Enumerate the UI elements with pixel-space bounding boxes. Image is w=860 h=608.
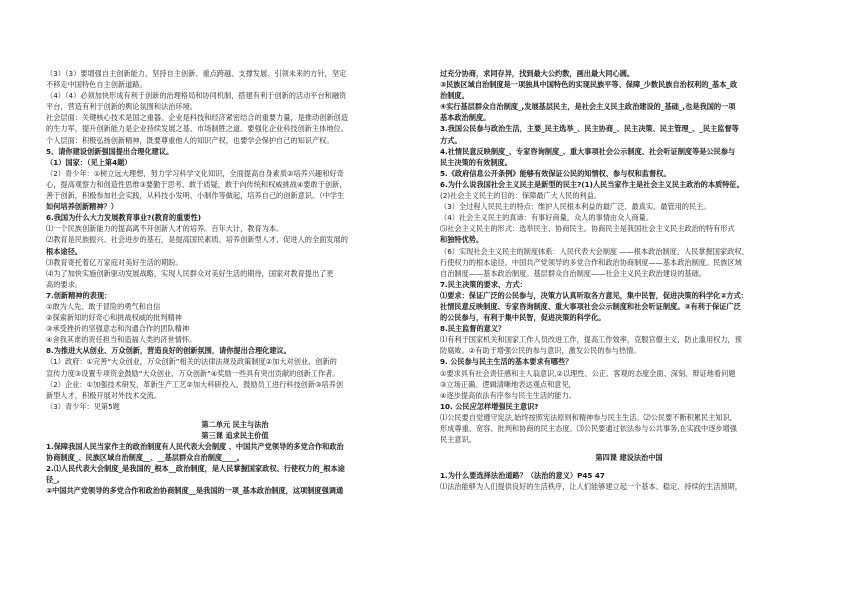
text-line: （2）青少年：①树立远大理想，努力学习科学文化知识，全面提高自身素质②培养兴趣和好奇 xyxy=(46,168,344,178)
section-heading: 第二单元 民主与法治 xyxy=(201,419,269,429)
text-line: ③民族区域自治制度是一项独具中国特色的实现民族平等、保障_少数民族自治权利的_基本_政 xyxy=(440,80,738,90)
text-line: （4）社会主义民主的真谛：有事好商量，众人的事情由众人商量。 xyxy=(440,213,654,223)
text-line: 8.民主监督的意义？ xyxy=(440,324,506,334)
text-line: ③承受挫折的坚强意志和沟通合作的团队精神 xyxy=(46,324,190,334)
section-heading: 第四课 建设法治中国 xyxy=(595,453,663,463)
text-line: ②中国共产党领导的多党合作和政治协商制度__是我国的一项_基本政治制度，这项制度强调通 xyxy=(46,486,344,496)
text-line: 10. 公民应怎样增强民主意识? xyxy=(440,401,539,411)
text-line: 善于创新，积极参加社会实践，从科技小发明、小制作等做起，培养自己的创新意识。（中学生 xyxy=(46,191,345,201)
text-line: ⑴法治能够为人们提供良好的生活秩序，让人们能够建立起一个基本、稳定、持续的生活预期， xyxy=(440,482,742,492)
spacer xyxy=(440,463,818,470)
text-line: ④舍我其谁的责任担当和造福人类的济世情怀。 xyxy=(46,335,197,345)
right-column xyxy=(440,68,818,492)
text-line: 个人层面：积极弘扬创新精神，既要尊重他人的知识产权，也要学会保护自己的知识产权。 xyxy=(46,135,334,145)
text-line: ②探索新知的好奇心和挑战权威的批判精神 xyxy=(46,313,182,323)
text-line: 如何培养创新精神？） xyxy=(46,202,118,212)
text-line: 行使权力的根本途径。中国共产党领导的多党合作和政治协商制度——基本政治制度。民族区域 xyxy=(440,257,742,267)
text-line: ⑴一个民族创新能力的提高离不开创新人才的培养。百年大计，教育为本。 xyxy=(46,224,284,234)
text-line: ⑴有利于国家机关和国家工作人员改进工作，提高工作效率，克服官僚主义，防止滥用权力，预 xyxy=(440,335,742,345)
text-line: 1.为什么要选择法治道路？（法治的意义）P45 47 xyxy=(440,471,605,481)
text-line: 宣传力度③设置专项资金鼓励“大众创业、万众创新”④奖励一些具有突出贡献的创新工作者。 xyxy=(46,368,340,378)
text-line: 8.为推进大从创业、万众创新，营造良好的创新氛围，请你提出合理化建议。 xyxy=(46,346,291,356)
text-line: （1）国家：（见上第4题） xyxy=(46,157,132,167)
text-line: 6.我国为什么大力发展教育事业?(教育的重要性) xyxy=(46,213,202,223)
text-line: 民主决策的有效制度。 xyxy=(440,157,512,167)
text-line: （6）实现社会主义民主的制度体系：人民代表大会制度 ——根本政治制度，人民掌握国家政权、 xyxy=(440,246,749,256)
spacer xyxy=(440,445,818,452)
text-line: 高的要求。 xyxy=(46,279,82,289)
text-line: ③立场正确、逻辑清晰地表达观点和意见, xyxy=(440,379,571,389)
text-line: ⑶教育寄托着亿万家庭对美好生活的期盼。 xyxy=(46,257,183,267)
text-line: 防腐败。②有助于增强公民的参与意识，激发公民的参与热情。 xyxy=(440,346,641,356)
text-line: 治制度。 xyxy=(440,91,469,101)
text-line: （2）企业：①加强技术研发，革新生产工艺②加大科研投入，鼓励员工进行科技创新③培养创 xyxy=(46,379,344,389)
text-line: 2.⑴人民代表大会制度_是我国的_根本__政治制度，是人民掌握国家政权、行使权力的_根本途 xyxy=(46,464,345,474)
text-line: 社会层面：关键核心技术是国之重器。企业是科技和经济紧密结合的重要力量，是推动创新创造 xyxy=(46,113,348,123)
section-heading: 第三课 追求民主价值 xyxy=(201,431,269,440)
text-line: 心，提高观察力和创造性思维③要勤于思考、敢于质疑，敢于向传统和权威挑战④要敢于创新， xyxy=(46,179,347,189)
text-line: 不移走中国特色自主创新道路。 xyxy=(46,80,147,90)
text-line: （3）青少年：见第5题 xyxy=(46,401,120,411)
text-line: ①敢为人先、敢于冒险的勇气和自信 xyxy=(46,301,161,311)
text-line: 3.我国公民参与政治生活，主要_民主选举_、民主协商_、民主决策、民主管理_、_民主监督等 xyxy=(440,124,739,134)
text-line: （3）（3）要增强自主创新能力，坚持自主创新、重点跨越、支撑发展、引领未来的方针，坚定 xyxy=(46,69,347,78)
text-line: （3）全过程人民民主的特点：维护人民根本利益的最广泛、最真实、最管用的民主。 xyxy=(440,202,711,212)
text-line: （4）（4）必须加快形成有利于创新的治理格局和协同机制，搭建有利于创新的活动平台和融资 xyxy=(46,91,347,101)
text-line: 平台，营造有利于创新的舆论氛围和法治环境。 xyxy=(46,102,197,112)
text-line: 4.社情民意反映制度_、专家咨询制度_、重大事项社会公示制度、社会听证制度等是公民参与 xyxy=(440,146,736,156)
text-line: ⑸社会主义民主的形式：选举民主、协商民主。协商民主是我国社会主义民主政治的特有形式 xyxy=(440,224,735,234)
text-line: 社情民意反映制度、专家咨询制度、重大事项社会公示制度和社会听证制度。③有利于保证广泛 xyxy=(440,301,741,311)
text-line: ⑷为了加快实施创新驱动发展战略，实现人民群众对美好生活的期待，国家对教育提出了更 xyxy=(46,268,334,278)
text-line: 和独特优势。 xyxy=(440,235,484,245)
text-line: 的生力军，提升创新能力是企业持续发展之基、市场制胜之道。要强化企业科技创新主体地位。 xyxy=(46,124,348,134)
text-line: ⑴要求：保证广泛的公民参与，决策方认真听取各方意见，集中民智，促进决策的科学化②方式： xyxy=(440,290,748,300)
text-line: 5、请你建设创新强国提出合理化建议。 xyxy=(46,146,174,156)
text-line: ⑵教育是民族振兴、社会进步的基石，是提高国民素质、培养创新型人才、促进人的全面发展的 xyxy=(46,235,348,245)
text-line: 径_。 xyxy=(46,475,64,485)
text-line: ④逐步提高依法有序参与民主生活的能力。 xyxy=(440,390,576,400)
text-line: 协商制度_、民族区域自治制度__、__基层群众自治制度____。 xyxy=(46,453,244,463)
text-line: 5.《政府信息公开条例》能够有效保证公民的知情权、参与权和监督权。 xyxy=(440,168,671,178)
text-line: 过充分协商，求同存异，找到最大公约数，画出最大同心圆。 xyxy=(440,69,635,78)
left-column xyxy=(46,68,424,497)
text-line: 根本途径。 xyxy=(46,246,82,256)
text-line: 9. 公民参与民主生活的基本要求有哪些？ xyxy=(440,357,573,367)
text-line: 自治制度——基本政治制度。基层群众自治制度——社会主义民主政治建设的基础。 xyxy=(440,268,706,278)
text-line: 7.创新精神的表现： xyxy=(46,290,112,300)
text-line: ④实行基层群众自治制度_,发展基层民主，是社会主义民主政治建设的_基础_,也是我国的一项 xyxy=(440,102,736,112)
spacer xyxy=(46,412,424,419)
text-line: ⑴公民要自觉遵守宪法,始终按照宪法原则和精神参与民主生活。⑵公民要不断积累民主知识, xyxy=(440,412,733,422)
text-line: 形成尊重、宽容、批判和协商的民主态度。⑶公民要通过依法参与公共事务,在实践中逐步增强 xyxy=(440,424,737,433)
text-line: 1.保障我国人民当家作主的政治制度有人民代表大会制度 、中国共产党领导的多党合作和政治 xyxy=(46,442,344,452)
text-line: 方式。 xyxy=(440,135,462,145)
text-line: 6.为什么说我国社会主义民主是新型的民主?(1)人民当家作主是社会主义民主政治的本质特征。 xyxy=(440,179,744,189)
text-line: (2)社会主义民主的目的：保障最广大人民的利益。 xyxy=(440,191,602,201)
text-line: 基本政治制度。 xyxy=(440,113,491,123)
text-line: 民主意识。 xyxy=(440,435,476,445)
text-line: 7.民主决策的要求、方式： xyxy=(440,279,527,289)
text-line: 的公民参与，有利于集中民智，促进决策的科学化。 xyxy=(440,313,606,323)
text-line: 新型人才，积极开展对外技术交流。 xyxy=(46,390,162,400)
text-line: ①要求具有社会责任感和主人翁意识,②以理性、公正、客观的态度全面、深刻、辩证地看问题 xyxy=(440,368,736,378)
text-line: （1）政府：①完善“大众创业，万众创新”相关的法律法规及政策制度②加大对创业、创新的 xyxy=(46,357,337,367)
